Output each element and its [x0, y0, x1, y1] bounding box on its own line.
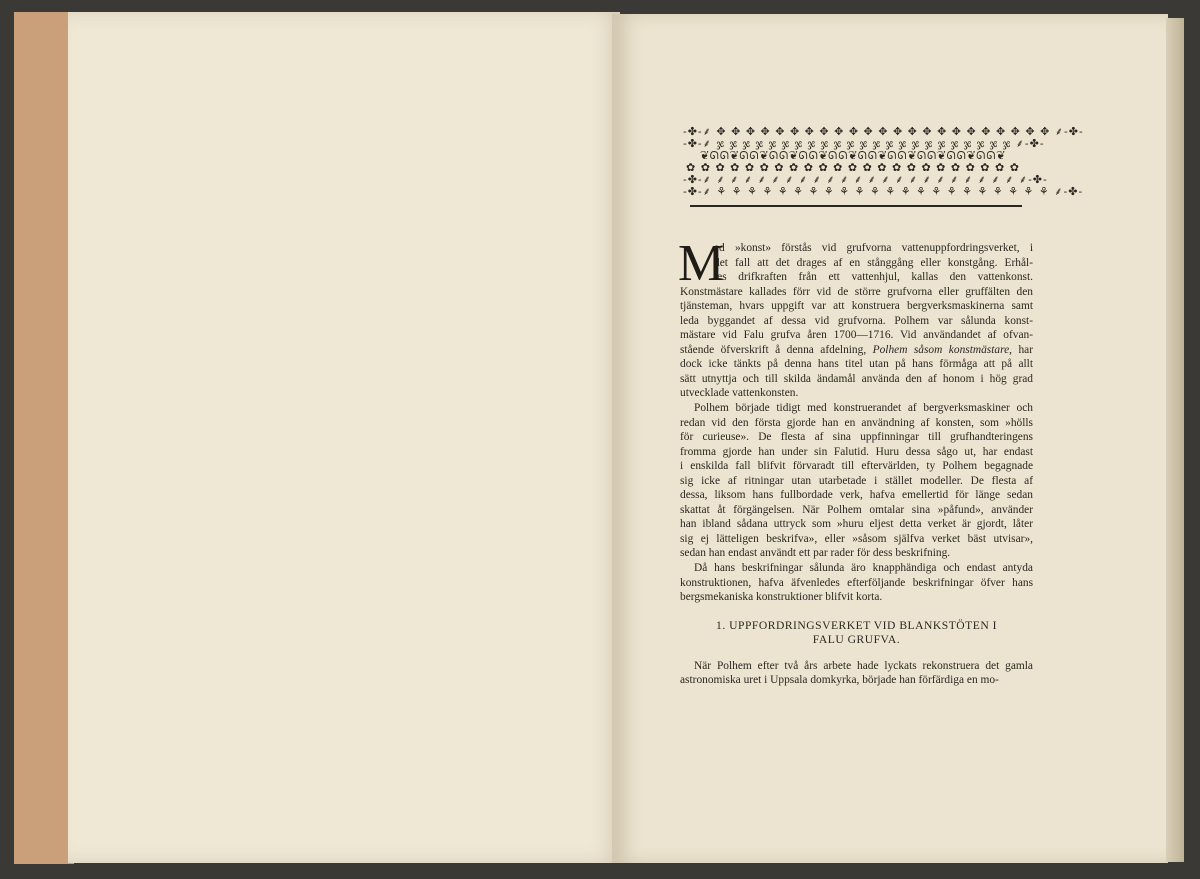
text-line: dock icke tänkts på denna hans titel utan på hans förmåga att på allt	[680, 358, 1033, 371]
text-line: Då hans beskrifningar sålunda äro knapphändiga och endast antyda	[694, 562, 1033, 575]
section-heading-line: FALU GRUFVA.	[812, 632, 901, 646]
text-line: tjänsteman, hvars uppgift var att konstruera bergverksmaskinerna samt	[680, 300, 1033, 313]
ornament-row: -✤-⸙ ⸙ ⸙ ⸙ ⸙ ⸙ ⸙ ⸙ ⸙ ⸙ ⸙ ⸙ ⸙ ⸙ ⸙ ⸙ ⸙ ⸙ ⸙ ⸙ ⸙ ⸙ ⸙ ⸙-✤-	[683, 173, 1048, 186]
text-line: konstruktionen, hafva äfvenledes efterföljande beskrifningar öfver hans	[680, 576, 1033, 589]
decorative-ornament-band	[683, 125, 1084, 198]
text-line: han ibland sådana uttryck som »huru eljest detta verket är gjordt, låter	[680, 518, 1033, 531]
ornament-row: -✤-⸙ ✥ ✥ ✥ ✥ ✥ ✥ ✥ ✥ ✥ ✥ ✥ ✥ ✥ ✥ ✥ ✥ ✥ ✥ ✥ ✥ ✥ ✥ ✥ ⸙-✤-	[683, 125, 1084, 138]
italic-title: Polhem såsom konstmästare	[872, 343, 1010, 356]
text-line: sig ej lätteligen beskrifva», eller »såsom själfva verket bäst utvisar»,	[680, 532, 1033, 545]
section-heading	[680, 619, 1033, 647]
text-line: astronomiska uret i Uppsala domkyrka, började han förfärdiga en mo-	[680, 674, 999, 687]
page-edge-stack	[1166, 18, 1184, 862]
text-line: När Polhem efter två års arbete hade lyckats rekonstruera det gamla	[694, 659, 1033, 672]
text-line: fromma gjorde han under sin Falutid. Huru dessa sågo ut, har endast	[680, 445, 1033, 458]
text-line: redan vid den första gjorde han en användning af konsten, som »hölls	[680, 416, 1033, 429]
ornament-row: ✿ ✿ ✿ ✿ ✿ ✿ ✿ ✿ ✿ ✿ ✿ ✿ ✿ ✿ ✿ ✿ ✿ ✿ ✿ ✿ ✿ ✿ ✿	[686, 161, 1020, 174]
text-line: sig icke af ritningar utan utarbetade i stället modeller. De flesta af	[680, 474, 1033, 487]
book-cover-board	[14, 12, 74, 864]
paragraph-2	[680, 401, 1033, 561]
ornament-rule	[690, 205, 1022, 207]
text-line: mästare vid Falu grufva åren 1700—1716. Vid användandet af ofvan-	[680, 329, 1033, 342]
text-line: Polhem började tidigt med konstruerandet af bergverksmaskiner och	[694, 402, 1033, 415]
section-heading-line: 1. UPPFORDRINGSVERKET VID BLANKSTÖTEN I	[716, 618, 997, 632]
text-line: för curieuse». De flesta af sina uppfinningar till grufhandteringens	[680, 431, 1033, 444]
text-line: leda byggandet af dessa vid grufvorna. Polhem var sålunda konst-	[680, 314, 1033, 327]
text-line: det fall att det drages af en stånggång eller konstgång. Erhål-	[714, 256, 1033, 269]
text-line: utvecklade vattenkonsten.	[680, 387, 799, 400]
ornament-row: ❦ᘏᘏ❦ᘏᘏ❦ᘏᘏ❦ᘏᘏ❦ᘏᘏ❦ᘏᘏ❦ᘏᘏ❦ᘏᘏ❦ᘏᘏ❦ᘏᘏ❦	[700, 149, 1006, 162]
text-line: skattat åt förgängelsen. När Polhem omtalar sina »påfund», använder	[680, 503, 1033, 516]
drop-cap: M	[678, 235, 725, 292]
text-line: stående öfverskrift å denna afdelning, Polhem såsom konstmästare, har	[680, 343, 1033, 356]
text-line: Konstmästare kallades förr vid de större grufvorna eller gruffälten den	[680, 285, 1033, 298]
text-line: bergsmekaniska konstruktioner blifvit korta.	[680, 591, 883, 604]
paragraph-1	[678, 235, 1033, 401]
text-line: sedan han endast användt ett par rader för dess beskrifning.	[680, 547, 951, 560]
ornament-row: -✤-⸙ ჯ ჯ ჯ ჯ ჯ ჯ ჯ ჯ ჯ ჯ ჯ ჯ ჯ ჯ ჯ ჯ ჯ ჯ ჯ ჯ ჯ ჯ ჯ ⸙-✤-	[683, 137, 1045, 150]
text-line: ed »konst» förstås vid grufvorna vattenuppfordringsverket, i	[714, 242, 1033, 254]
paragraph-3	[680, 561, 1033, 605]
body-text	[678, 235, 1033, 688]
left-page-blank	[68, 12, 620, 863]
paragraph-4	[680, 659, 1033, 688]
text-line: les drifkraften från ett vattenhjul, kallas den vattenkonst.	[714, 271, 1033, 284]
ornament-row: -✤-⸙ ⚘ ⚘ ⚘ ⚘ ⚘ ⚘ ⚘ ⚘ ⚘ ⚘ ⚘ ⚘ ⚘ ⚘ ⚘ ⚘ ⚘ ⚘ ⚘ ⚘ ⚘ ⚘ ⸙-✤-	[683, 185, 1084, 198]
text-line: dessa, liksom hans fullbordade verk, hafva emellertid för länge sedan	[680, 489, 1033, 502]
text-line: i enskilda fall blifvit förvaradt till eftervärlden, ty Polhem begagnade	[680, 460, 1033, 473]
text-line: sätt utnyttja och till skilda ändamål använda den af honom i hög grad	[680, 372, 1033, 385]
